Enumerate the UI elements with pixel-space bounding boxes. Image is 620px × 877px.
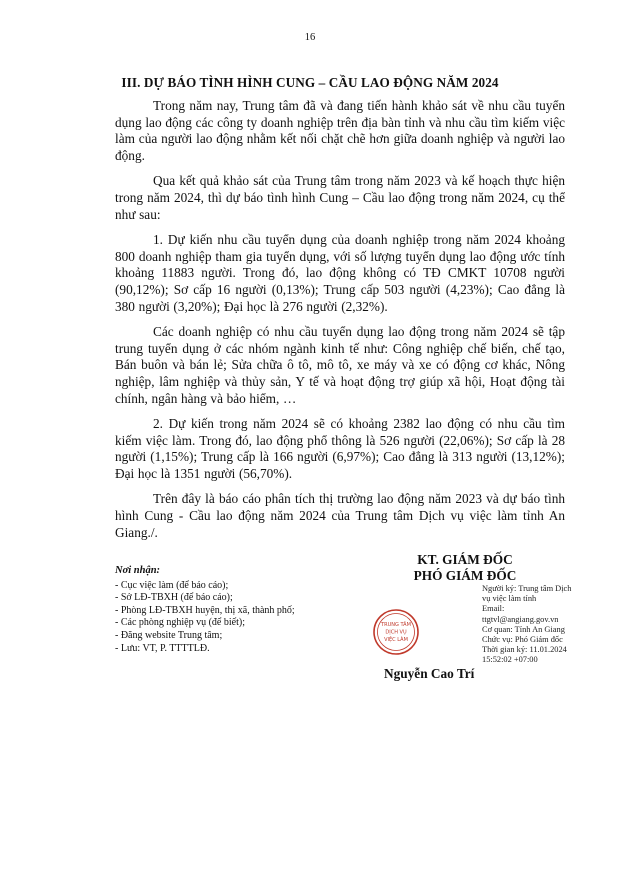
sig-info-line: 15:52:02 +07:00 xyxy=(482,655,538,665)
signer-name: Nguyễn Cao Trí xyxy=(384,666,475,681)
signature-line-1: KT. GIÁM ĐỐC xyxy=(417,552,513,567)
recipient-item: - Các phòng nghiệp vụ (để biết); xyxy=(115,617,245,629)
official-stamp-icon xyxy=(372,608,420,656)
paragraph-intro: Trong năm nay, Trung tâm đã và đang tiến hành khảo sát về nhu cầu tuyển dụng lao động các công ty doanh nghiệp trên địa bàn tỉnh và nhu cầu tìm kiếm việc làm của người lao động nhằm kết nối chặt chẽ hơn giữa doanh nghiệp và người lao động. xyxy=(115,98,565,163)
paragraph-recruitment-forecast: 1. Dự kiến nhu cầu tuyển dụng của doanh nghiệp trong năm 2024 khoảng 800 doanh nghiệp tham gia tuyển dụng, với số lượng tuyển dụng lao động ước tính khoảng 11883 người. Trong đó, lao động không có TĐ CMKT 10708 người (90,12%); Sơ cấp 16 người (0,13%); Trung cấp 503 người (4,23%); Cao đẳng là 380 người (3,20%); Đại học là 276 người (2,32%). xyxy=(115,232,565,314)
sig-info-line: Cơ quan: Tỉnh An Giang xyxy=(482,624,565,634)
digital-signature-info xyxy=(482,584,612,666)
sig-info-line: ttgtvl@angiang.gov.vn xyxy=(482,614,559,624)
recipients-list xyxy=(115,580,365,656)
sig-info-line: Chức vụ: Phó Giám đốc xyxy=(482,635,563,645)
sig-info-line: Người ký: Trung tâm Dịch xyxy=(482,584,572,593)
recipients-title: Nơi nhận: xyxy=(115,565,161,576)
section-title: III. DỰ BÁO TÌNH HÌNH CUNG – CẦU LAO ĐỘNG NĂM 2024 xyxy=(121,75,499,90)
recipient-item: - Lưu: VT, P. TTTTLĐ. xyxy=(115,642,210,654)
stamp-text-top: TRUNG TÂM xyxy=(381,622,411,628)
recipient-item: - Đăng website Trung tâm; xyxy=(115,629,223,641)
body-text xyxy=(115,98,565,550)
paragraph-jobseeker-forecast: 2. Dự kiến trong năm 2024 sẽ có khoảng 2382 lao động có nhu cầu tìm kiếm việc làm. Trong đó, lao động phổ thông là 526 người (22,06%); Sơ cấp là 28 người (1,15%); Trung cấp là 166 người (6,97%); Cao đẳng là 313 người (13,12%); Đại học là 1351 người (56,70%). xyxy=(115,416,565,481)
signature-line-2: PHÓ GIÁM ĐỐC xyxy=(413,568,517,583)
paragraph-conclusion: Trên đây là báo cáo phân tích thị trường lao động năm 2023 và dự báo tình hình Cung - Cầu lao động năm 2024 của Trung tâm Dịch vụ việc làm tỉnh An Giang./. xyxy=(115,491,565,540)
paragraph-industry-groups: Các doanh nghiệp có nhu cầu tuyển dụng lao động trong năm 2024 sẽ tập trung tuyển dụng ở các nhóm ngành kinh tế như: Công nghiệp chế biến, chế tạo, Bán buôn và bán lẻ; Sửa chữa ô tô, mô tô, xe máy và xe có động cơ khác, Nông nghiệp, lâm nghiệp và thủy sản, Y tế và hoạt động trợ giúp xã hội, Hoạt động tài chính, ngân hàng và bảo hiểm, … xyxy=(115,324,565,406)
recipient-item: - Sở LĐ-TBXH (để báo cáo); xyxy=(115,592,233,604)
page-number: 16 xyxy=(304,32,316,43)
recipient-item: - Cục việc làm (để báo cáo); xyxy=(115,579,229,591)
sig-info-line: Email: xyxy=(482,604,505,614)
sig-info-line: Thời gian ký: 11.01.2024 xyxy=(482,645,567,655)
stamp-text-mid: DỊCH VỤ xyxy=(385,629,407,636)
sig-info-line: vụ việc làm tỉnh xyxy=(482,594,537,604)
paragraph-survey: Qua kết quả khảo sát của Trung tâm trong năm 2023 và kế hoạch thực hiện trong năm 2024, thì dự báo tình hình Cung – Cầu lao động trong năm 2024, cụ thể như sau: xyxy=(115,173,565,222)
recipients-block xyxy=(115,565,365,655)
stamp-text-bottom: VIỆC LÀM xyxy=(384,637,408,643)
signature-title-block xyxy=(370,552,560,584)
recipient-item: - Phòng LĐ-TBXH huyện, thị xã, thành phố; xyxy=(115,604,295,616)
